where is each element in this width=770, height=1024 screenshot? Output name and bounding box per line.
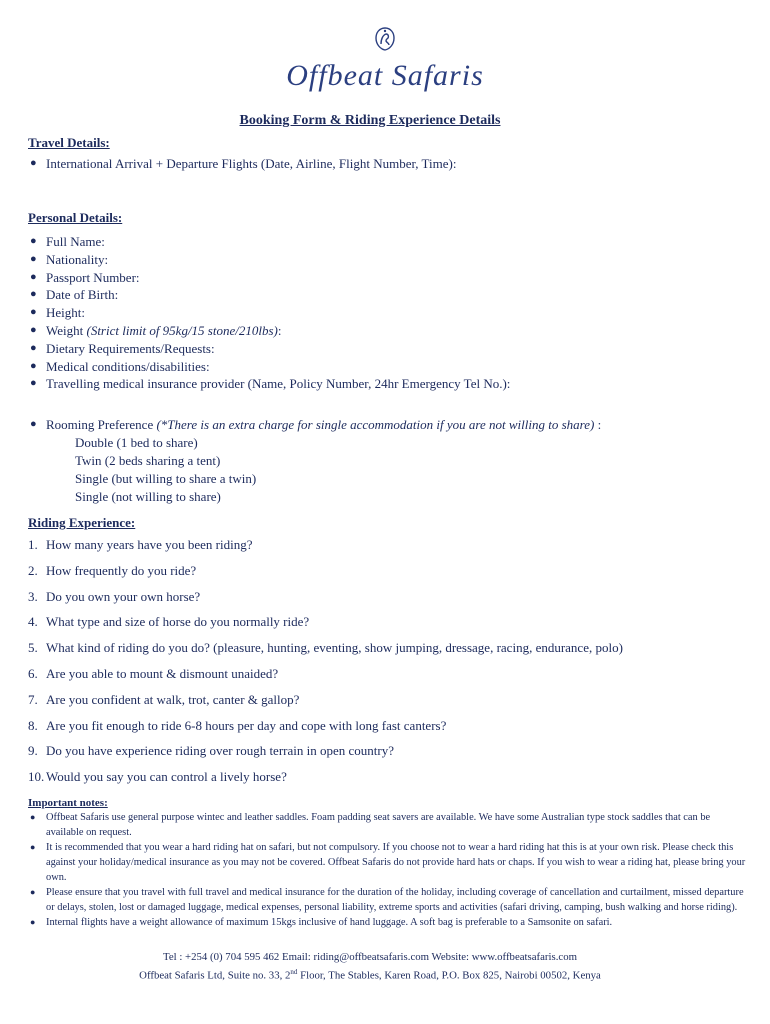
note-item: ● Internal flights have a weight allowance of maximum 15kgs inclusive of hand luggage. A soft bag is preferable to a Samsonite on safari. bbox=[30, 917, 613, 928]
bullet-icon: ● bbox=[30, 917, 36, 927]
bullet-icon: ● bbox=[30, 418, 37, 430]
bullet-icon: ● bbox=[30, 288, 37, 301]
note-item: ● Please ensure that you travel with full travel and medical insurance for the duration of the holiday, including coverage of cancellation and curtailment, missed departure or delays, stolen, lost or damaged luggage, medical expenses, personal liability, extreme sports and activities (safari driving, camping, bush walking and horse riding). bbox=[30, 887, 744, 913]
list-item: ● International Arrival + Departure Flights (Date, Airline, Flight Number, Time): bbox=[30, 156, 457, 171]
personal-heading: Personal Details: bbox=[28, 210, 123, 225]
rooming-option: Double (1 bed to share) bbox=[75, 435, 198, 450]
question-item: 7. Are you confident at walk, trot, canter & gallop? bbox=[28, 691, 300, 707]
question-item: 5. What kind of riding do you do? (pleasure, hunting, eventing, show jumping, dressage, racing, endurance, polo) bbox=[28, 640, 623, 656]
list-item: ● Travelling medical insurance provider (Name, Policy Number, 24hr Emergency Tel No.): bbox=[30, 376, 511, 392]
note-item: ● It is recommended that you wear a hard riding hat on safari, but not compulsory. If you choose not to wear a hard riding hat this is at your own risk. Please check this against your holiday/medical insurance as you may not be covered. Offbeat Safaris do not provide hard hats or chaps. If you wish to wear a riding hat, please bring your own. bbox=[30, 842, 746, 883]
footer bbox=[0, 950, 740, 984]
personal-list bbox=[28, 233, 510, 393]
list-item: ● Full Name: bbox=[30, 234, 105, 249]
riding-questions bbox=[28, 536, 623, 794]
rooming-option: Single (not willing to share) bbox=[75, 489, 221, 504]
question-item: 2. How frequently do you ride? bbox=[28, 562, 197, 578]
travel-list bbox=[28, 155, 456, 173]
question-item: 10. Would you say you can control a lively horse? bbox=[28, 769, 287, 785]
list-item: ● Height: bbox=[30, 305, 85, 321]
riding-heading: Riding Experience: bbox=[28, 515, 136, 530]
question-item: 6. Are you able to mount & dismount unaided? bbox=[28, 665, 279, 681]
bullet-icon: ● bbox=[30, 812, 36, 822]
bullet-icon: ● bbox=[30, 377, 37, 390]
rooming-list bbox=[28, 416, 601, 434]
list-item: ● Date of Birth: bbox=[30, 287, 119, 303]
brand-name: Offbeat Safaris bbox=[286, 59, 484, 92]
question-item: 3. Do you own your own horse? bbox=[28, 588, 201, 604]
page-title: Booking Form & Riding Experience Details bbox=[239, 113, 501, 128]
list-item: ● Dietary Requirements/Requests: bbox=[30, 340, 215, 356]
bullet-icon: ● bbox=[30, 359, 37, 372]
bullet-icon: ● bbox=[30, 842, 36, 852]
question-item: 8. Are you fit enough to ride 6-8 hours per day and cope with long fast canters? bbox=[28, 717, 447, 733]
question-item: 4. What type and size of horse do you normally ride? bbox=[28, 614, 310, 630]
bullet-icon: ● bbox=[30, 157, 37, 169]
horse-crest-icon bbox=[373, 26, 397, 52]
list-item: ● Nationality: bbox=[30, 251, 109, 267]
notes-heading: Important notes: bbox=[28, 797, 108, 809]
rooming-option: Single (but willing to share a twin) bbox=[75, 471, 257, 486]
bullet-icon: ● bbox=[30, 235, 37, 247]
bullet-icon: ● bbox=[30, 341, 37, 354]
footer-contact: Tel : +254 (0) 704 595 462 Email: riding@offbeatsafaris.com Website: www.offbeatsafaris.com bbox=[163, 951, 577, 963]
travel-heading: Travel Details: bbox=[28, 135, 110, 150]
rooming-option: Twin (2 beds sharing a tent) bbox=[75, 453, 221, 468]
list-item: ● Passport Number: bbox=[30, 269, 140, 285]
bullet-icon: ● bbox=[30, 252, 37, 265]
question-item: 9. Do you have experience riding over rough terrain in open country? bbox=[28, 743, 394, 759]
notes-list bbox=[28, 810, 748, 930]
bullet-icon: ● bbox=[30, 306, 37, 319]
rooming-note: (*There is an extra charge for single accommodation if you are not willing to share) bbox=[156, 417, 595, 432]
list-item: ● Medical conditions/disabilities: bbox=[30, 358, 210, 374]
weight-note: (Strict limit of 95kg/15 stone/210lbs) bbox=[86, 322, 278, 338]
bullet-icon: ● bbox=[30, 270, 37, 283]
logo bbox=[0, 26, 770, 93]
rooming-options bbox=[75, 434, 256, 506]
list-item: ● Rooming Preference (*There is an extra charge for single accommodation if you are not willing to share) : bbox=[30, 417, 602, 432]
bullet-icon: ● bbox=[30, 323, 37, 336]
bullet-icon: ● bbox=[30, 887, 36, 897]
footer-address: Offbeat Safaris Ltd, Suite no. 33, 2nd Floor, The Stables, Karen Road, P.O. Box 825, Nairobi 00502, Kenya bbox=[139, 968, 601, 982]
note-item: ● Offbeat Safaris use general purpose wintec and leather saddles. Foam padding seat savers are available. We have some Australian type stock saddles that can be available on request. bbox=[30, 812, 711, 838]
list-item: ● Weight (Strict limit of 95kg/15 stone/210lbs): bbox=[30, 322, 282, 338]
question-item: 1. How many years have you been riding? bbox=[28, 537, 253, 552]
